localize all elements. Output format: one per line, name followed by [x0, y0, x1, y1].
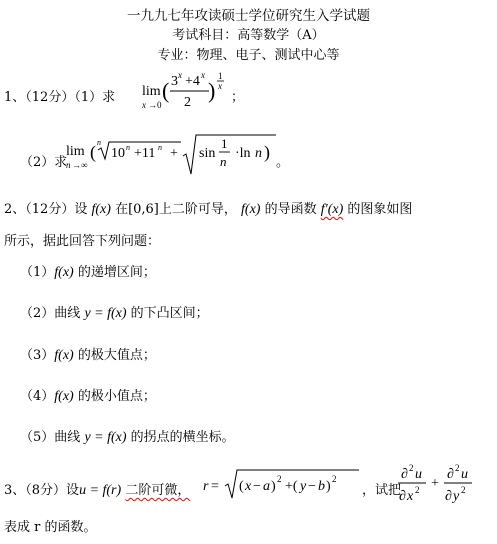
- svg-text:∂: ∂: [445, 489, 452, 504]
- q2-line2: 所示，据此回答下列问题：: [4, 234, 161, 249]
- svg-text:(: (: [162, 78, 170, 103]
- svg-text:n: n: [126, 143, 130, 152]
- svg-text:2: 2: [455, 463, 460, 473]
- exam-subject: 考试科目：高等数学（A）: [172, 28, 325, 43]
- q3-text-a: 3、（8分）设u = f(r) 二阶可微，: [4, 483, 191, 498]
- svg-text:→∞: →∞: [72, 160, 88, 170]
- svg-text:+: +: [431, 476, 439, 491]
- q1-p2-label: （2）求: [20, 155, 68, 170]
- q2-item-5: （5）曲线 y = f(x) 的拐点的横坐标。: [20, 430, 235, 445]
- q2-fpx: f′(x): [320, 202, 344, 217]
- svg-text:r: r: [203, 479, 209, 494]
- q1-p2-formula: [66, 128, 276, 180]
- svg-text:(: (: [90, 142, 96, 162]
- svg-text:1: 1: [218, 71, 223, 81]
- q3-line2: 表成 r 的函数。: [4, 520, 97, 535]
- exam-title: 一九九七年攻读硕士学位研究生入学试题: [127, 8, 370, 24]
- svg-text:·ln: ·ln: [235, 146, 251, 161]
- q2-fx: f(x): [91, 202, 111, 217]
- svg-text:2: 2: [415, 485, 420, 495]
- q2-item-2: （2）曲线 y = f(x) 的下凸区间；: [20, 306, 209, 321]
- svg-text:n: n: [97, 138, 101, 147]
- svg-text:(: (: [239, 479, 244, 494]
- svg-text:=: =: [211, 479, 219, 494]
- q3-text-c: ，试把: [362, 483, 402, 498]
- svg-text:x: x: [407, 489, 414, 504]
- q3-laplacian-expr: [398, 460, 490, 510]
- q1-p1-end: ；: [231, 90, 245, 105]
- svg-text:1: 1: [221, 136, 228, 151]
- svg-text:2: 2: [461, 485, 466, 495]
- q1-label: 1、（12分）: [4, 90, 75, 105]
- svg-text:2: 2: [409, 463, 414, 473]
- svg-text:x: x: [201, 70, 205, 80]
- svg-text:u: u: [415, 467, 422, 482]
- svg-text:n: n: [220, 154, 227, 169]
- svg-text:y: y: [453, 489, 460, 504]
- q1-part1: [4, 86, 115, 105]
- svg-text:x: x: [142, 100, 146, 110]
- svg-text:∂: ∂: [447, 467, 454, 482]
- q1-p1-formula: [142, 68, 245, 118]
- svg-text:x: x: [178, 70, 182, 80]
- svg-text:n: n: [158, 143, 162, 152]
- svg-text:2: 2: [184, 95, 191, 110]
- svg-text:): ): [264, 142, 270, 162]
- svg-text:3: 3: [171, 74, 178, 89]
- svg-text:b: b: [318, 479, 325, 494]
- svg-text:+: +: [170, 146, 178, 161]
- svg-text:x: x: [245, 479, 252, 494]
- q3-u-def: u = f(r): [79, 483, 122, 498]
- q2-intro: 2、（12分）设 f(x) 在[0,6]上二阶可导， f(x) 的导函数 f′(x) 的图象如图: [4, 202, 413, 217]
- svg-text:y: y: [300, 479, 307, 494]
- q2-label: 2、（12分）: [4, 202, 75, 217]
- svg-text:): ): [271, 479, 276, 494]
- svg-text:+(: +(: [285, 479, 298, 494]
- svg-text:): ): [208, 78, 216, 103]
- svg-text:n: n: [255, 146, 262, 161]
- svg-text:n: n: [66, 160, 71, 170]
- svg-text:lim: lim: [142, 84, 161, 99]
- q1-p2-end: 。: [276, 155, 290, 170]
- svg-text:+4: +4: [185, 74, 200, 89]
- exam-major: 专业：物理、电子、测试中心等: [157, 48, 340, 63]
- svg-text:∂: ∂: [399, 489, 406, 504]
- q2-item-4: （4）f(x) 的极小值点；: [20, 389, 156, 404]
- q3-label: 3、（8分）: [4, 483, 67, 498]
- svg-text:2: 2: [277, 474, 282, 484]
- q2-item-3: （3）f(x) 的极大值点；: [20, 348, 156, 363]
- svg-text:−: −: [308, 479, 316, 494]
- svg-text:): ): [326, 479, 331, 494]
- q1-p1-label: （1）求: [74, 90, 116, 105]
- q3-r-def: [203, 466, 363, 506]
- svg-text:10: 10: [111, 146, 125, 161]
- svg-text:lim: lim: [66, 144, 85, 159]
- svg-text:x: x: [218, 81, 222, 91]
- q2-fx-2: f(x): [241, 202, 261, 217]
- q2-item-1: （1）f(x) 的递增区间；: [20, 265, 156, 280]
- svg-text:2: 2: [332, 474, 337, 484]
- svg-text:sin: sin: [199, 146, 216, 161]
- svg-text:∂: ∂: [401, 467, 408, 482]
- svg-text:a: a: [263, 479, 270, 494]
- svg-text:→0: →0: [148, 100, 162, 110]
- svg-text:+11: +11: [134, 146, 156, 161]
- svg-text:−: −: [253, 479, 261, 494]
- svg-text:u: u: [461, 467, 468, 482]
